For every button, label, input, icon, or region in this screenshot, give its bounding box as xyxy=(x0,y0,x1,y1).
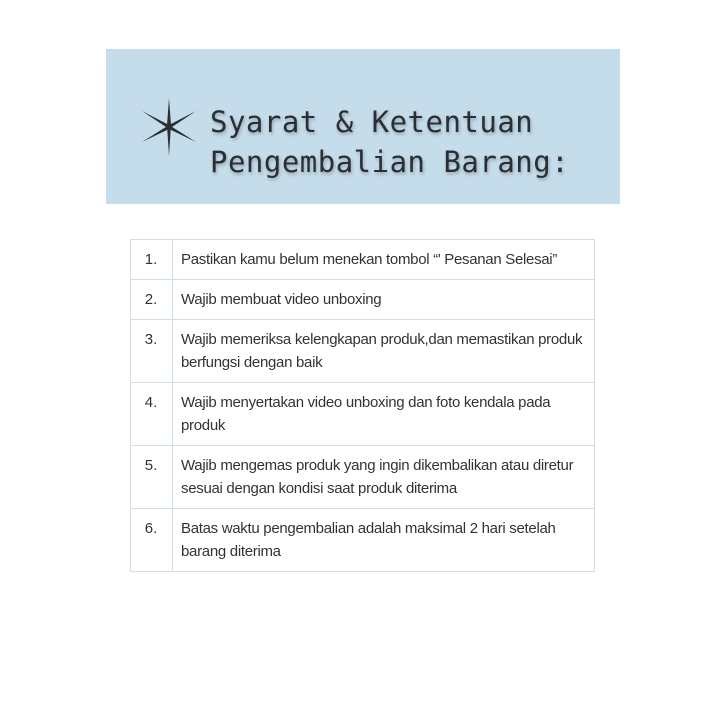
term-text: Pastikan kamu belum menekan tombol “' Pesanan Selesai” xyxy=(173,240,595,280)
term-text: Batas waktu pengembalian adalah maksimal 2 hari setelah barang diterima xyxy=(173,509,595,572)
six-point-star-icon xyxy=(142,98,196,156)
page-title xyxy=(210,102,569,182)
table-row xyxy=(131,509,595,572)
term-number: 4. xyxy=(131,383,173,446)
term-text: Wajib membuat video unboxing xyxy=(173,280,595,320)
term-text: Wajib menyertakan video unboxing dan foto kendala pada produk xyxy=(173,383,595,446)
table-row xyxy=(131,446,595,509)
table-row xyxy=(131,280,595,320)
term-number: 1. xyxy=(131,240,173,280)
table-row xyxy=(131,320,595,383)
term-number: 3. xyxy=(131,320,173,383)
title-line-2: Pengembalian Barang: xyxy=(210,145,570,179)
term-text: Wajib mengemas produk yang ingin dikembalikan atau diretur sesuai dengan kondisi saat produk diterima xyxy=(173,446,595,509)
term-text: Wajib memeriksa kelengkapan produk,dan memastikan produk berfungsi dengan baik xyxy=(173,320,595,383)
title-line-1: Syarat & Ketentuan xyxy=(210,105,534,139)
term-number: 5. xyxy=(131,446,173,509)
term-number: 6. xyxy=(131,509,173,572)
terms-table xyxy=(130,239,595,572)
term-number: 2. xyxy=(131,280,173,320)
table-row xyxy=(131,240,595,280)
table-row xyxy=(131,383,595,446)
